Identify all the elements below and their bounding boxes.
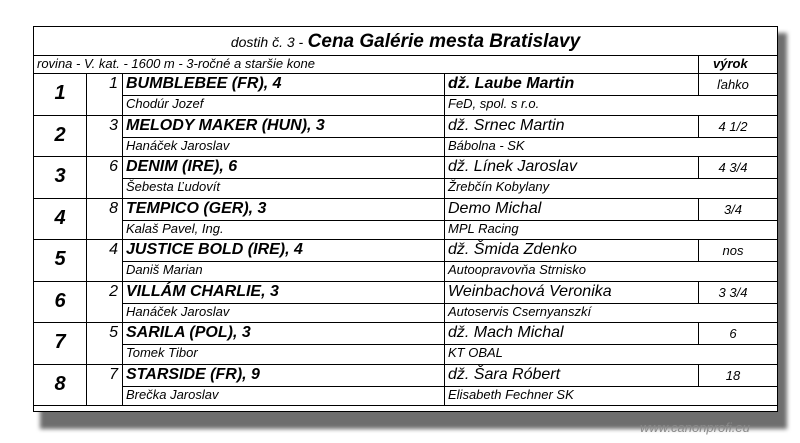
sub-row-divider — [122, 303, 778, 304]
start-number: 1 — [109, 75, 118, 92]
trainer-name: Tomek Tibor — [126, 345, 198, 360]
finish-place: 4 — [54, 206, 66, 229]
number-column-divider — [122, 281, 123, 323]
start-number: 8 — [109, 199, 118, 217]
number-column-divider — [122, 73, 123, 115]
result-margin: 3 3/4 — [718, 284, 748, 300]
finish-place: 3 — [54, 165, 66, 187]
horse-name: VILLÁM CHARLIE, 3 — [126, 282, 279, 300]
finish-place: 5 — [54, 248, 66, 270]
place-column-divider — [86, 73, 87, 115]
place-column-divider — [86, 156, 87, 198]
result-column-divider — [698, 322, 699, 344]
trainer-name: Hanáček Jaroslav — [126, 137, 230, 153]
jockey-column-divider — [444, 73, 445, 115]
race-info: rovina - V. kat. - 1600 m - 3-ročné a staršie kone — [37, 56, 315, 71]
number-column-divider — [122, 156, 123, 198]
result-column-divider — [698, 281, 699, 303]
owner-name: KT OBAL — [448, 345, 503, 360]
owner-name: Autoopravovňa Strnisko — [448, 262, 587, 277]
sub-row-divider — [122, 220, 778, 221]
race-prefix: dostih č. 3 - — [230, 34, 304, 50]
place-column-divider — [86, 322, 87, 364]
jockey-column-divider — [444, 281, 445, 323]
start-number: 6 — [109, 158, 118, 175]
row-divider — [34, 405, 777, 406]
result-margin: ľahko — [717, 77, 749, 92]
horse-name: DENIM (IRE), 6 — [126, 158, 238, 175]
number-column-divider — [122, 239, 123, 281]
jockey-column-divider — [444, 198, 445, 240]
header-separator — [698, 55, 699, 73]
jockey-column-divider — [444, 239, 445, 281]
trainer-name: Daniš Marian — [126, 262, 203, 277]
result-column-header: výrok — [713, 56, 748, 71]
owner-name: Autoservis Csernyanszkí — [448, 303, 592, 319]
horse-name: BUMBLEBEE (FR), 4 — [126, 75, 282, 92]
horse-name: JUSTICE BOLD (IRE), 4 — [126, 241, 303, 258]
result-column-divider — [698, 364, 699, 386]
sub-row-divider — [122, 386, 778, 387]
start-number: 5 — [109, 324, 118, 341]
sub-row-divider — [122, 261, 778, 262]
place-column-divider — [86, 281, 87, 323]
number-column-divider — [122, 364, 123, 406]
sub-row-divider — [122, 137, 778, 138]
place-column-divider — [86, 239, 87, 281]
horse-name: STARSIDE (FR), 9 — [126, 365, 260, 383]
jockey-name: Demo Michal — [448, 199, 542, 217]
place-column-divider — [86, 115, 87, 157]
sub-row-divider — [122, 344, 778, 345]
owner-name: FeD, spol. s r.o. — [448, 96, 540, 111]
start-number: 4 — [109, 241, 118, 258]
result-margin: nos — [722, 243, 744, 258]
result-column-divider — [698, 73, 699, 95]
result-margin: 18 — [725, 367, 741, 383]
start-number: 7 — [109, 365, 118, 383]
horse-name: MELODY MAKER (HUN), 3 — [126, 116, 325, 134]
result-column-divider — [698, 239, 699, 261]
results-table — [33, 26, 778, 412]
trainer-name: Hanáček Jaroslav — [126, 303, 230, 319]
horse-name: TEMPICO (GER), 3 — [126, 199, 267, 217]
trainer-name: Chodúr Jozef — [126, 96, 204, 111]
trainer-name: Brečka Jaroslav — [126, 386, 219, 402]
result-column-divider — [698, 198, 699, 220]
result-margin: 3/4 — [723, 201, 743, 217]
owner-name: MPL Racing — [448, 220, 519, 236]
start-number: 2 — [109, 282, 118, 300]
owner-name: Žrebčín Kobylany — [448, 179, 550, 194]
jockey-name: dž. Laube Martin — [448, 75, 575, 92]
jockey-column-divider — [444, 364, 445, 406]
result-margin: 4 3/4 — [718, 160, 748, 175]
finish-place: 1 — [54, 82, 66, 104]
place-column-divider — [86, 364, 87, 406]
owner-name: Bábolna - SK — [448, 137, 525, 153]
result-margin: 4 1/2 — [718, 118, 748, 134]
result-column-divider — [698, 115, 699, 137]
trainer-name: Šebesta Ľudovít — [126, 179, 220, 194]
finish-place: 8 — [54, 372, 66, 395]
jockey-column-divider — [444, 115, 445, 157]
watermark: www.canonprofi.eu — [640, 420, 750, 435]
race-name: Cena Galérie mesta Bratislavy — [307, 31, 581, 52]
jockey-name: dž. Srnec Martin — [448, 116, 565, 134]
sub-row-divider — [122, 95, 778, 96]
jockey-name: dž. Šmida Zdenko — [448, 241, 577, 258]
number-column-divider — [122, 322, 123, 364]
jockey-name: dž. Šara Róbert — [448, 365, 561, 383]
jockey-name: Weinbachová Veronika — [448, 282, 612, 300]
number-column-divider — [122, 198, 123, 240]
result-column-divider — [698, 156, 699, 178]
finish-place: 7 — [54, 331, 66, 353]
race-title — [34, 27, 777, 55]
jockey-column-divider — [444, 156, 445, 198]
jockey-column-divider — [444, 322, 445, 364]
trainer-name: Kalaš Pavel, Ing. — [126, 220, 224, 236]
jockey-name: dž. Mach Michal — [448, 324, 564, 341]
result-margin: 6 — [729, 326, 737, 341]
place-column-divider — [86, 198, 87, 240]
finish-place: 2 — [54, 123, 66, 146]
sub-row-divider — [122, 178, 778, 179]
finish-place: 6 — [54, 289, 66, 312]
number-column-divider — [122, 115, 123, 157]
owner-name: Elisabeth Fechner SK — [448, 386, 574, 402]
jockey-name: dž. Línek Jaroslav — [448, 158, 577, 175]
horse-name: SARILA (POL), 3 — [126, 324, 251, 341]
start-number: 3 — [109, 116, 118, 134]
